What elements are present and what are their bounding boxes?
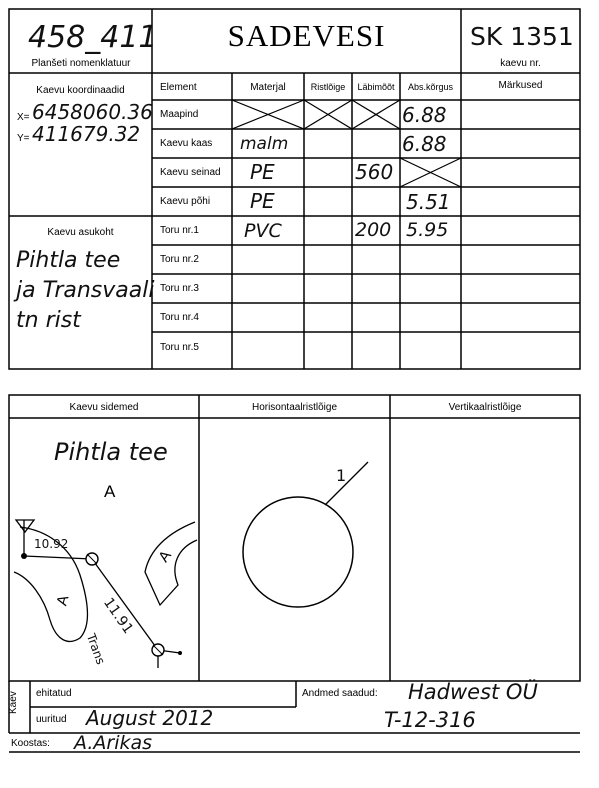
compiled-by-value: A.Arikas xyxy=(74,732,153,754)
data-by-value: Hadwest OÜ xyxy=(408,680,538,704)
header-diameter: Läbimõõt xyxy=(357,82,395,92)
row-element: Toru nr.4 xyxy=(160,312,199,323)
sketch-label-a: A xyxy=(155,547,175,566)
row-diameter: 200 xyxy=(355,219,392,241)
well-side-label: Kaev xyxy=(8,691,19,714)
sketch-label-a: A xyxy=(53,593,73,608)
sketch-street-label: Pihtla tee xyxy=(54,438,168,466)
nomenclature-value: 458_411 xyxy=(28,20,158,55)
x-prefix: X= xyxy=(17,112,30,123)
document-title: SADEVESI xyxy=(227,18,386,53)
manhole-section-circle xyxy=(243,497,353,607)
data-by-label: Andmed saadud: xyxy=(302,688,378,699)
header-remarks: Märkused xyxy=(498,80,543,91)
well-number-label: kaevu nr. xyxy=(500,58,541,69)
row-material: PE xyxy=(250,160,275,184)
row-element: Kaevu seinad xyxy=(160,167,221,178)
well-number-value: SK 1351 xyxy=(470,22,574,51)
header-elevation: Abs.kõrgus xyxy=(407,82,454,92)
coordinates-label: Kaevu koordinaadid xyxy=(36,85,125,96)
row-material: PE xyxy=(250,189,275,213)
location-line-3: tn rist xyxy=(16,308,81,333)
row-element: Kaevu põhi xyxy=(160,196,211,207)
location-line-1: Pihtla tee xyxy=(16,248,121,273)
row-elevation: 5.51 xyxy=(406,190,451,214)
connections-header: Kaevu sidemed xyxy=(69,402,139,413)
data-reference: T-12-316 xyxy=(384,708,476,732)
row-diameter: 560 xyxy=(355,160,394,184)
header-material: Materjal xyxy=(250,82,286,93)
sketch-street-2-label: Trans xyxy=(83,631,108,667)
surveyed-value: August 2012 xyxy=(86,706,214,730)
nomenclature-label: Planšeti nomenklatuur xyxy=(31,58,131,69)
y-coordinate: 411679.32 xyxy=(32,122,141,146)
horizontal-section-header: Horisontaalristlõige xyxy=(251,402,338,413)
row-element: Toru nr.2 xyxy=(160,254,199,265)
header-cross-section: Ristlõige xyxy=(310,82,346,92)
row-element: Kaevu kaas xyxy=(160,138,213,149)
row-elevation: 6.88 xyxy=(402,103,447,127)
built-label: ehitatud xyxy=(36,688,72,699)
location-line-2: ja Transvaali xyxy=(16,278,155,303)
vertical-section-header: Vertikaalristlõige xyxy=(448,402,522,413)
x-coordinate: 6458060.36 xyxy=(32,100,153,124)
row-element: Toru nr.5 xyxy=(160,342,199,353)
row-element: Maapind xyxy=(160,109,199,120)
row-material: malm xyxy=(240,134,289,154)
y-prefix: Y= xyxy=(17,133,30,144)
compiled-by-label: Koostas: xyxy=(11,738,50,749)
row-element: Toru nr.3 xyxy=(160,283,199,294)
row-elevation: 6.88 xyxy=(402,132,447,156)
header-element: Element xyxy=(160,82,197,93)
section-pipe-label: 1 xyxy=(336,466,347,485)
location-label: Kaevu asukoht xyxy=(47,227,114,238)
row-elevation: 5.95 xyxy=(406,219,449,241)
row-element: Toru nr.1 xyxy=(160,225,199,236)
surveyed-label: uuritud xyxy=(36,714,67,725)
sketch-label-a: A xyxy=(104,482,116,501)
row-material: PVC xyxy=(244,220,282,242)
sketch-distance-2: 11.91 xyxy=(99,594,137,638)
sketch-distance-1: 10.92 xyxy=(34,537,69,551)
